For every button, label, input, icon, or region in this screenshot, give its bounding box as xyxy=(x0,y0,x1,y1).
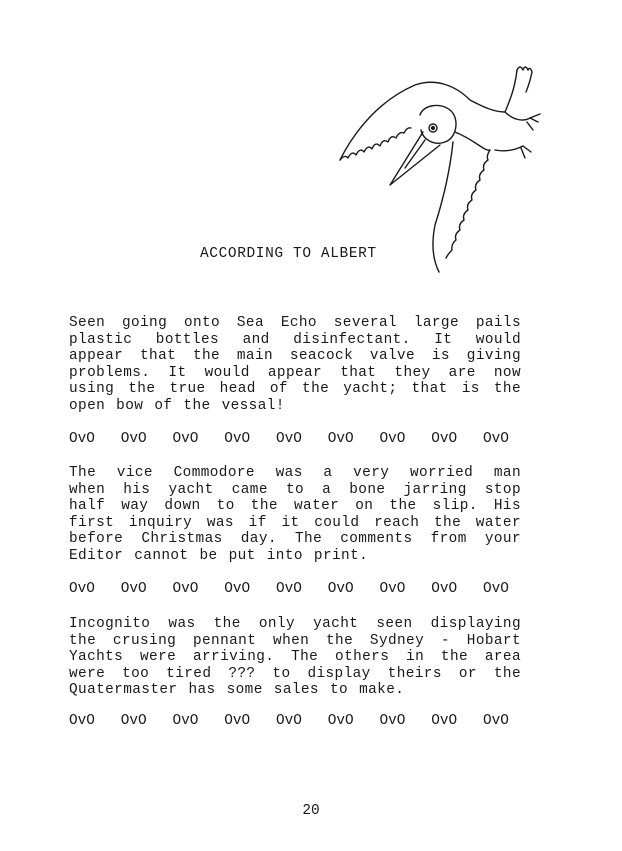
text-line: were too tired ??? to display theirs or the xyxy=(69,665,521,682)
separator-mark: OvO xyxy=(483,713,509,729)
separator-mark: OvO xyxy=(69,431,95,447)
separator-mark: OvO xyxy=(379,431,406,447)
paragraph-incognito xyxy=(69,616,521,699)
text-line: using the true head of the yacht; that is the xyxy=(69,381,521,398)
text-line: Yachts were arriving. The others in the area xyxy=(69,649,521,666)
text-line: Seen going onto Sea Echo several large pails xyxy=(69,315,521,331)
text-line: Quatermaster has some sales to make. xyxy=(69,682,405,699)
text-line: half way down to the water on the slip. His xyxy=(69,498,521,515)
text-line: before Christmas day. The comments from your xyxy=(69,531,521,548)
separator-row xyxy=(69,713,509,729)
separator-mark: OvO xyxy=(276,431,302,447)
separator-mark: OvO xyxy=(483,431,509,447)
separator-mark: OvO xyxy=(172,713,199,729)
separator-mark: OvO xyxy=(120,713,147,729)
text-line: open bow of the vessal! xyxy=(69,397,285,414)
text-line: Incognito was the only yacht seen displaying xyxy=(69,616,521,632)
separator-mark: OvO xyxy=(224,581,251,597)
separator-mark: OvO xyxy=(276,713,302,729)
separator-mark: OvO xyxy=(483,581,509,597)
separator-mark: OvO xyxy=(327,713,354,729)
text-line: Editor cannot be put into print. xyxy=(69,547,369,564)
separator-mark: OvO xyxy=(69,713,95,729)
separator-row xyxy=(69,431,509,447)
separator-mark: OvO xyxy=(120,581,147,597)
text-line: The vice Commodore was a very worried man xyxy=(69,465,521,481)
separator-mark: OvO xyxy=(276,581,302,597)
page-title: ACCORDING TO ALBERT xyxy=(200,246,377,262)
separator-mark: OvO xyxy=(224,713,251,729)
paragraph-vice-commodore xyxy=(69,465,521,565)
text-line: first inquiry was if it could reach the water xyxy=(69,514,521,531)
separator-mark: OvO xyxy=(379,713,406,729)
page-number: 20 xyxy=(302,803,320,819)
separator-mark: OvO xyxy=(431,431,458,447)
paragraph-sea-echo xyxy=(69,315,521,415)
text-line: when his yacht came to a bone jarring stop xyxy=(69,481,521,498)
text-line: appear that the main seacock valve is giving xyxy=(69,348,521,365)
separator-mark: OvO xyxy=(69,581,95,597)
separator-row xyxy=(69,581,509,597)
separator-mark: OvO xyxy=(224,431,251,447)
separator-mark: OvO xyxy=(172,581,199,597)
separator-mark: OvO xyxy=(172,431,199,447)
separator-mark: OvO xyxy=(379,581,406,597)
separator-mark: OvO xyxy=(120,431,147,447)
text-line: problems. It would appear that they are now xyxy=(69,364,521,381)
text-line: plastic bottles and disinfectant. It would xyxy=(69,331,521,348)
separator-mark: OvO xyxy=(431,713,458,729)
separator-mark: OvO xyxy=(327,431,354,447)
separator-mark: OvO xyxy=(431,581,458,597)
text-line: the crusing pennant when the Sydney - Hobart xyxy=(69,632,521,649)
separator-mark: OvO xyxy=(327,581,354,597)
